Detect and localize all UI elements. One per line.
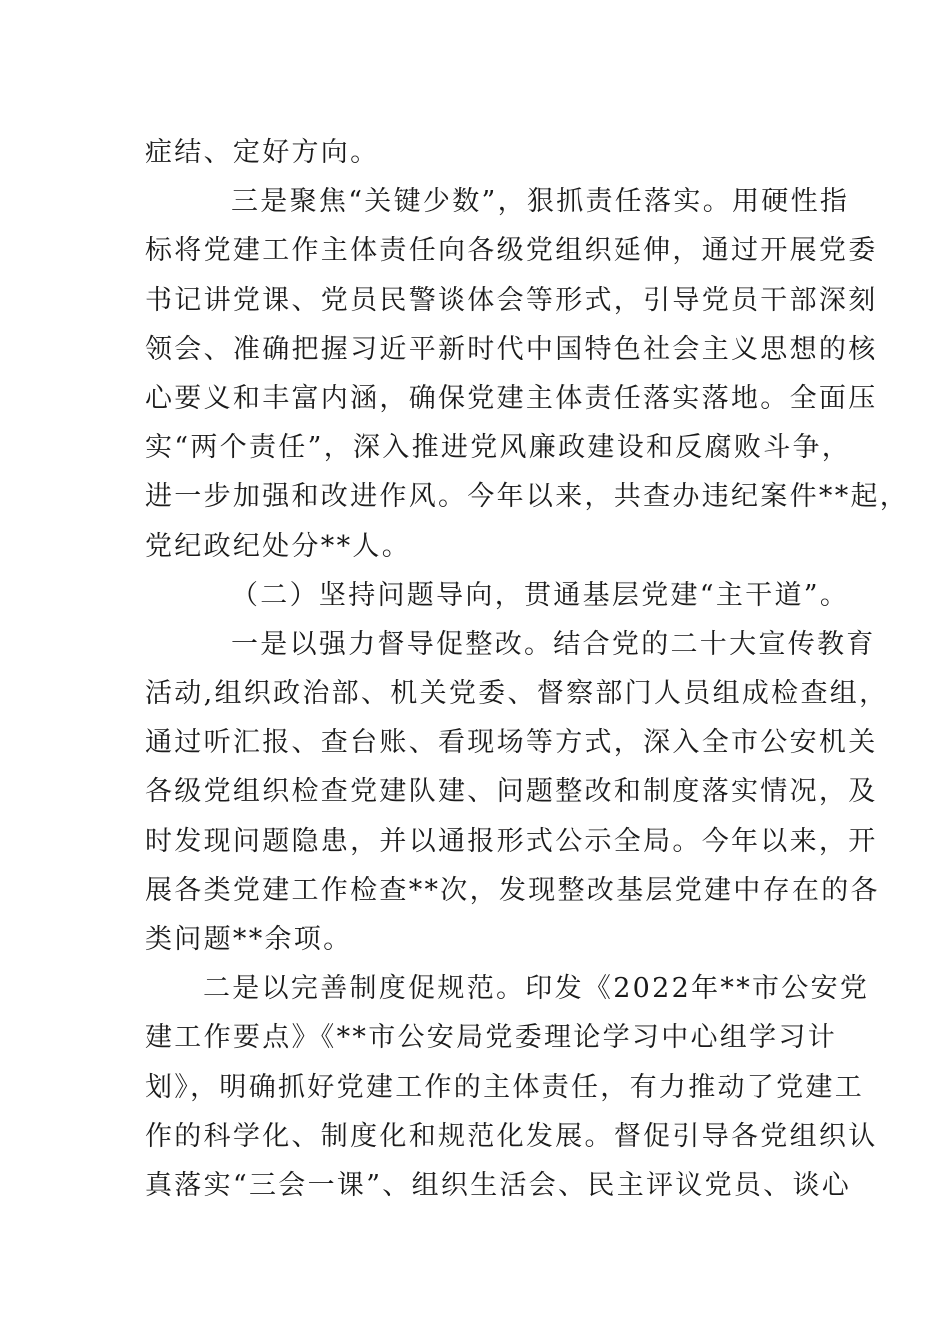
text-line: 建工作要点》《**市公安局党委理论学习中心组学习计 xyxy=(145,1022,837,1054)
text-line: 真落实“三会一课”、组织生活会、民主评议党员、谈心 xyxy=(145,1169,852,1201)
text-line: 心要义和丰富内涵，确保党建主体责任落实落地。全面压 xyxy=(145,382,878,414)
text-line: 类问题**余项。 xyxy=(145,924,353,955)
text-line: 作的科学化、制度化和规范化发展。督促引导各党组织认 xyxy=(145,1120,878,1152)
text-line: 各级党组织检查党建队建、问题整改和制度落实情况，及 xyxy=(145,776,878,808)
text-line: 时发现问题隐患，并以通报形式公示全局。今年以来，开 xyxy=(145,825,878,857)
text-line: 党纪政纪处分**人。 xyxy=(145,530,411,562)
text-line: 标将党建工作主体责任向各级党组织延伸，通过开展党委 xyxy=(145,235,878,267)
text-line: 进一步加强和改进作风。今年以来，共查办违纪案件**起， xyxy=(145,481,910,513)
text-line: 实“两个责任”，深入推进党风廉政建设和反腐败斗争， xyxy=(145,432,852,464)
document-body xyxy=(145,128,910,1210)
text-line: 书记讲党课、党员民警谈体会等形式，引导党员干部深刻 xyxy=(145,284,878,316)
paragraph-start-line: 一是以强力督导促整改。结合党的二十大宣传教育 xyxy=(231,628,876,660)
text-line: 活动,组织政治部、机关党委、督察部门人员组成检查组， xyxy=(145,678,889,710)
section-heading: （二）坚持问题导向，贯通基层党建“主干道”。 xyxy=(231,579,850,611)
text-line: 领会、准确把握习近平新时代中国特色社会主义思想的核 xyxy=(145,333,878,365)
paragraph-start-line: 三是聚焦“关键少数”，狠抓责任落实。用硬性指 xyxy=(231,186,850,218)
text-line: 展各类党建工作检查**次，发现整改基层党建中存在的各 xyxy=(145,874,880,906)
text-line: 划》，明确抓好党建工作的主体责任，有力推动了党建工 xyxy=(145,1071,864,1103)
text-line: 通过听汇报、查台账、看现场等方式，深入全市公安机关 xyxy=(145,727,878,759)
text-line: 症结、定好方向。 xyxy=(145,137,380,168)
paragraph-start-line: 二是以完善制度促规范。印发《2022年**市公安党 xyxy=(203,973,870,1005)
